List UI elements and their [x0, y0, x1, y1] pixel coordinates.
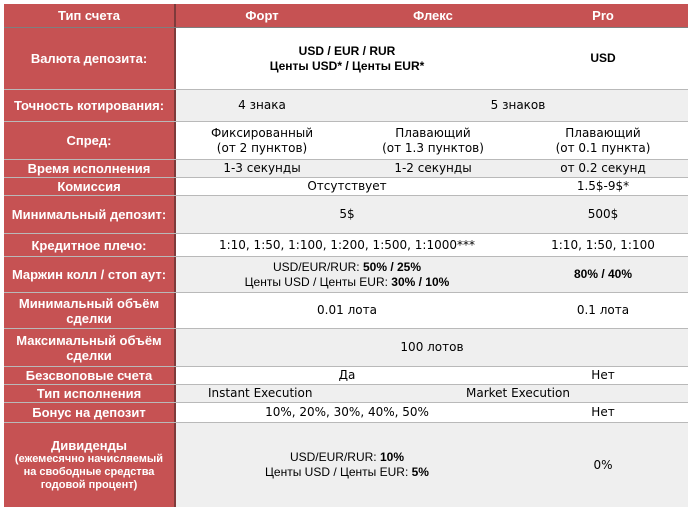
- header-fort: Форт: [245, 8, 279, 23]
- execution-time-fort: 1-3 секунды: [223, 161, 301, 175]
- spread-fort: Фиксированный (от 2 пунктов): [210, 125, 314, 155]
- row-label: Маржин колл / стоп аут:: [4, 257, 176, 292]
- execution-time-flex: 1-2 секунды: [394, 161, 472, 175]
- precision-flex-pro: 5 знаков: [490, 98, 546, 112]
- spread-pro: Плавающий (от 0.1 пункта): [555, 125, 651, 155]
- execution-type-fort: Instant Execution: [208, 386, 313, 400]
- margin-call-pro: 80% / 40%: [573, 267, 633, 281]
- spread-flex: Плавающий (от 1.3 пунктов): [382, 125, 484, 155]
- row-bonus: [4, 403, 688, 423]
- row-label: Кредитное плечо:: [4, 234, 176, 256]
- row-leverage: [4, 234, 688, 257]
- row-label: Спред:: [4, 122, 176, 159]
- row-label: Тип исполнения: [4, 385, 176, 402]
- row-label: Бонус на депозит: [4, 403, 176, 422]
- header-pro: Pro: [592, 8, 614, 23]
- row-label: Комиссия: [4, 178, 176, 195]
- commission-fort-flex: Отсутствует: [307, 179, 387, 193]
- row-dividends: [4, 423, 688, 507]
- row-spread: [4, 122, 688, 160]
- precision-fort: 4 знака: [238, 98, 286, 112]
- swap-free-fort-flex: Да: [338, 368, 356, 382]
- swap-free-pro: Нет: [591, 368, 615, 382]
- execution-type-flex-pro: Market Execution: [466, 386, 570, 400]
- row-swap-free: [4, 367, 688, 385]
- min-lot-fort-flex: 0.01 лота: [317, 303, 377, 317]
- min-deposit-pro: 500$: [587, 207, 619, 221]
- commission-pro: 1.5$-9$*: [576, 179, 630, 193]
- row-execution-time: [4, 160, 688, 178]
- row-label: Максимальный объём сделки: [4, 329, 176, 366]
- min-deposit-fort-flex: 5$: [339, 207, 355, 221]
- row-label: [4, 423, 176, 507]
- execution-time-pro: от 0.2 секунд: [560, 161, 646, 175]
- header-row: [4, 4, 688, 28]
- dividends-fort-flex: USD/EUR/RUR: 10% Центы USD / Центы EUR: 5%: [265, 450, 429, 479]
- row-label: Валюта депозита:: [4, 28, 176, 89]
- min-lot-pro: 0.1 лота: [576, 303, 630, 317]
- bonus-fort-flex: 10%, 20%, 30%, 40%, 50%: [265, 405, 429, 419]
- leverage-pro: 1:10, 1:50, 1:100: [551, 237, 655, 252]
- currency-fort-flex: USD / EUR / RUR Центы USD* / Центы EUR*: [269, 43, 425, 73]
- row-min-lot: [4, 293, 688, 329]
- row-min-deposit: [4, 196, 688, 234]
- row-margin-call: [4, 257, 688, 293]
- dividends-pro: 0%: [593, 457, 613, 472]
- row-execution-type: [4, 385, 688, 403]
- bonus-pro: Нет: [591, 405, 615, 419]
- margin-call-fort-flex: USD/EUR/RUR: 50% / 25% Центы USD / Центы EUR: 30% / 10%: [244, 259, 450, 289]
- currency-pro: USD: [590, 51, 616, 65]
- header-label: Тип счета: [4, 4, 176, 27]
- row-currency: [4, 28, 688, 90]
- row-label: Точность котирования:: [4, 90, 176, 121]
- row-label: Минимальный объём сделки: [4, 293, 176, 328]
- row-max-lot: [4, 329, 688, 367]
- header-flex: Флекс: [413, 8, 453, 23]
- row-label: Безсвоповые счета: [4, 367, 176, 384]
- row-commission: [4, 178, 688, 196]
- dividends-label-main: Дивиденды: [51, 438, 127, 453]
- row-label: Время исполнения: [4, 160, 176, 177]
- leverage-fort-flex: 1:10, 1:50, 1:100, 1:200, 1:500, 1:1000***: [218, 237, 475, 252]
- row-precision: [4, 90, 688, 122]
- max-lot-all: 100 лотов: [400, 340, 464, 354]
- account-comparison-table: [4, 4, 688, 507]
- dividends-label-sub: (ежемесячно начисляемый на свободные средства годовой процент): [14, 453, 164, 491]
- row-label: Минимальный депозит:: [4, 196, 176, 233]
